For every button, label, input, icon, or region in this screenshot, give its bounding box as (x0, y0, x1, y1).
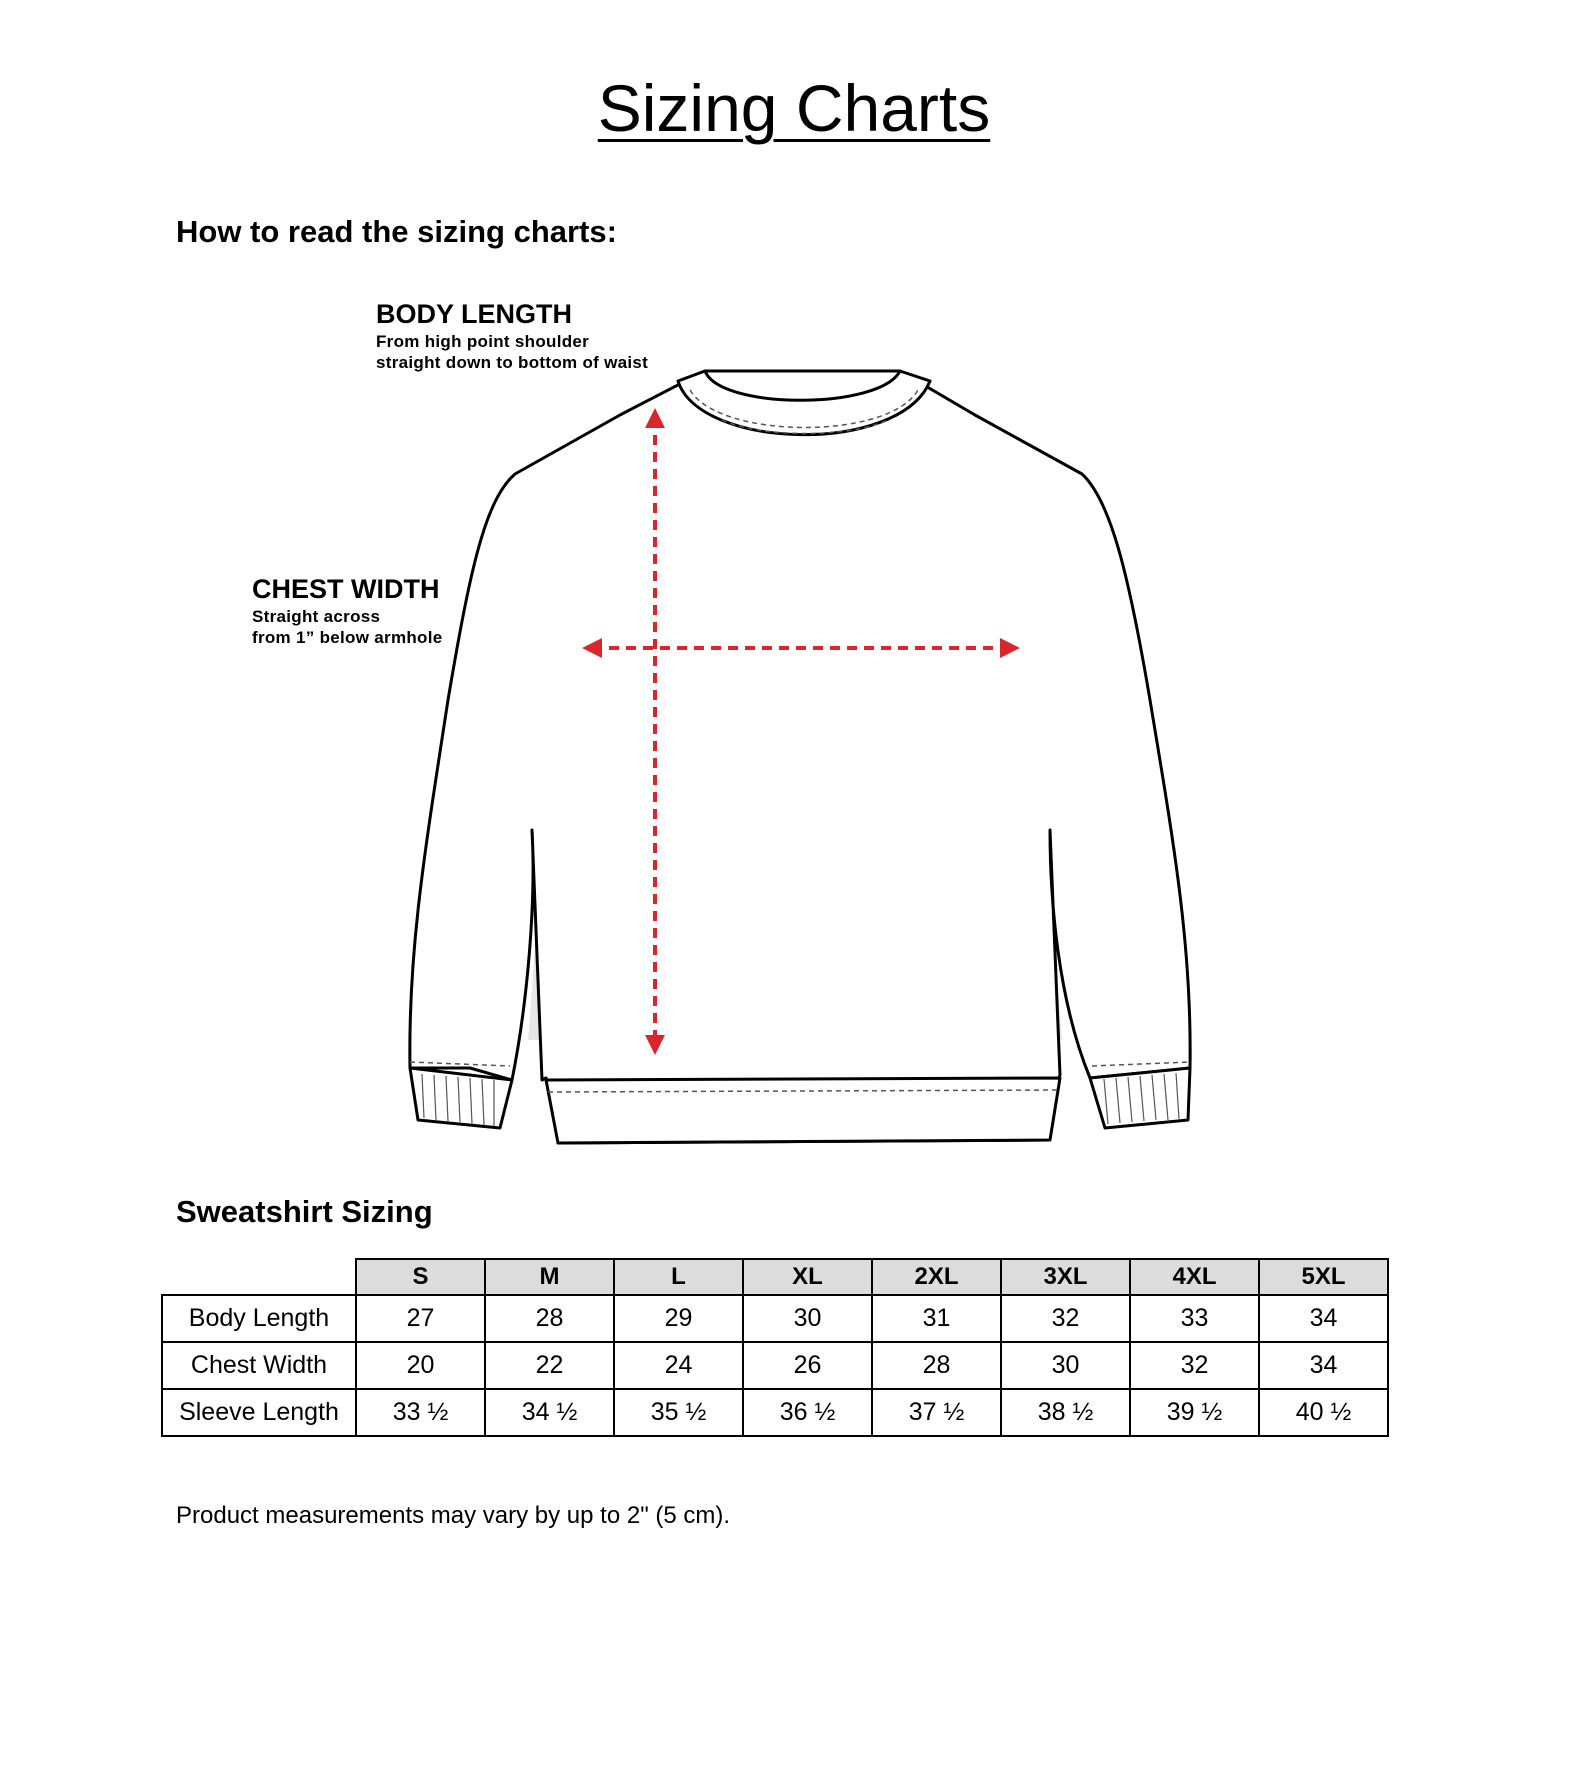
table-cell: 26 (743, 1342, 872, 1389)
table-cell: 24 (614, 1342, 743, 1389)
table-cell: 27 (356, 1295, 485, 1342)
table-cell: 34 (1259, 1295, 1388, 1342)
sweatshirt-outline (410, 371, 1190, 1143)
table-cell: 31 (872, 1295, 1001, 1342)
sizing-table (161, 1258, 1389, 1437)
size-header: 3XL (1001, 1259, 1130, 1295)
table-cell: 28 (485, 1295, 614, 1342)
size-header: 4XL (1130, 1259, 1259, 1295)
chest-width-label: CHEST WIDTH (252, 574, 440, 604)
size-header: 5XL (1259, 1259, 1388, 1295)
row-label: Body Length (162, 1295, 356, 1342)
table-cell: 35 ½ (614, 1389, 743, 1436)
table-cell: 28 (872, 1342, 1001, 1389)
row-label: Sleeve Length (162, 1389, 356, 1436)
how-to-heading: How to read the sizing charts: (176, 214, 617, 249)
size-header: XL (743, 1259, 872, 1295)
chest-width-desc-1: Straight across (252, 607, 381, 626)
table-row (162, 1342, 1388, 1389)
table-cell: 34 ½ (485, 1389, 614, 1436)
size-header: M (485, 1259, 614, 1295)
table-cell: 33 ½ (356, 1389, 485, 1436)
table-row (162, 1389, 1388, 1436)
row-label: Chest Width (162, 1342, 356, 1389)
table-cell: 37 ½ (872, 1389, 1001, 1436)
body-length-desc-2: straight down to bottom of waist (376, 353, 649, 372)
size-header: S (356, 1259, 485, 1295)
table-cell: 34 (1259, 1342, 1388, 1389)
table-cell: 30 (743, 1295, 872, 1342)
page-title: Sizing Charts (597, 71, 991, 145)
table-row (162, 1295, 1388, 1342)
table-cell: 33 (1130, 1295, 1259, 1342)
chest-width-desc-2: from 1” below armhole (252, 628, 443, 647)
table-cell: 29 (614, 1295, 743, 1342)
table-cell: 38 ½ (1001, 1389, 1130, 1436)
table-cell: 32 (1130, 1342, 1259, 1389)
table-heading: Sweatshirt Sizing (176, 1194, 433, 1229)
table-cell: 36 ½ (743, 1389, 872, 1436)
size-header: 2XL (872, 1259, 1001, 1295)
table-cell: 39 ½ (1130, 1389, 1259, 1436)
table-cell: 32 (1001, 1295, 1130, 1342)
measurement-note: Product measurements may vary by up to 2" (5 cm). (176, 1502, 731, 1529)
size-header-row (162, 1259, 1388, 1295)
body-length-label: BODY LENGTH (376, 299, 573, 329)
table-cell: 22 (485, 1342, 614, 1389)
table-cell: 20 (356, 1342, 485, 1389)
table-cell: 40 ½ (1259, 1389, 1388, 1436)
body-length-desc-1: From high point shoulder (376, 332, 590, 351)
table-cell: 30 (1001, 1342, 1130, 1389)
size-header: L (614, 1259, 743, 1295)
corner-cell (162, 1259, 356, 1295)
